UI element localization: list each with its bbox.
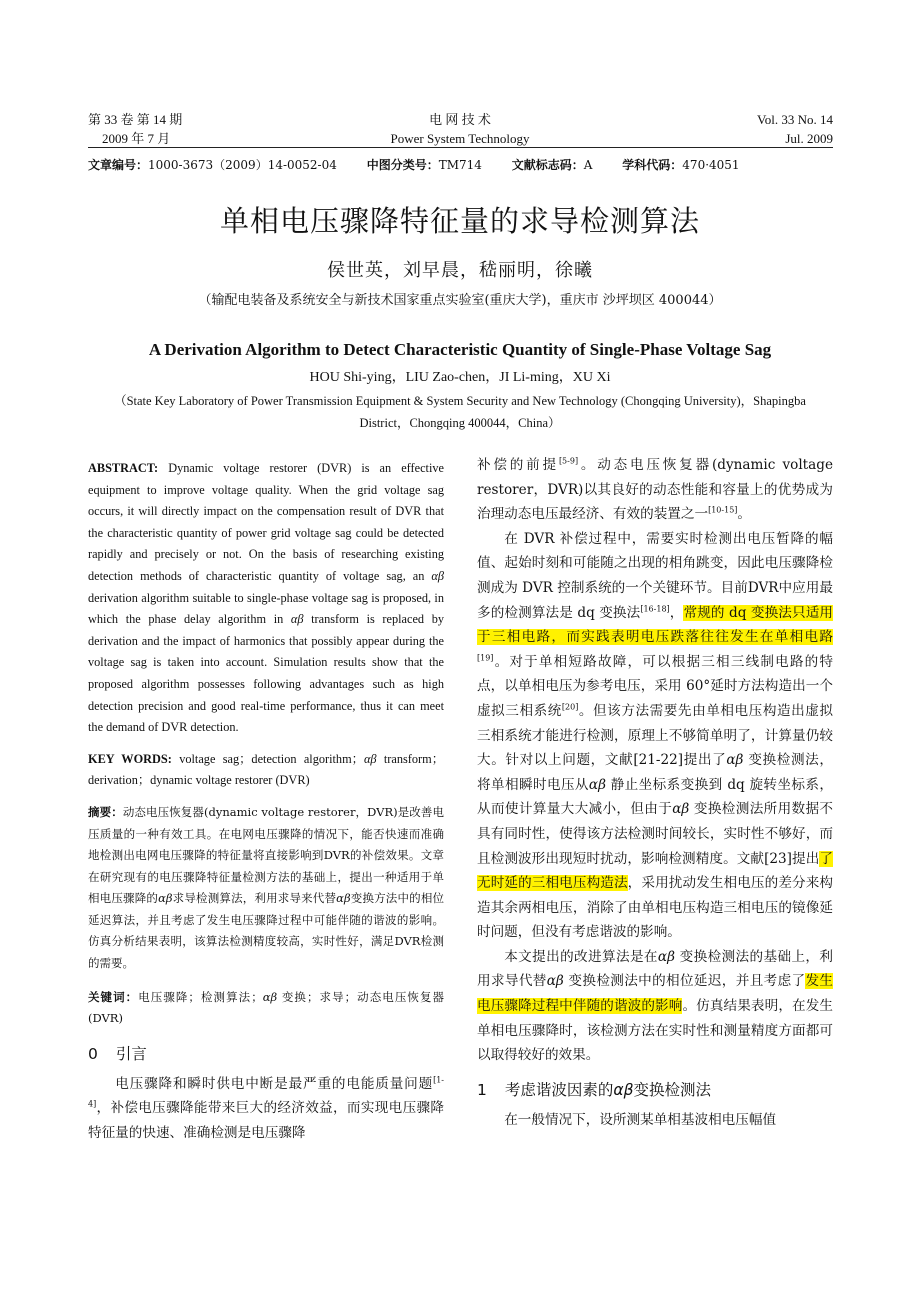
header-left — [88, 110, 182, 148]
authors-cn: 侯世英，刘早晨，嵇丽明，徐曦 — [327, 260, 593, 281]
keywords-cn: 关键词：电压骤降；检测算法；αβ 变换；求导；动态电压恢复器(DVR) — [88, 989, 445, 1026]
highlight-harmonics: 发生电压骤降过程中伴随的谐波的影响 — [477, 973, 834, 1015]
header-center — [330, 110, 590, 148]
intro-paragraph: 电压骤降和瞬时供电中断是最严重的电能质量问题[1-4]，补偿电压骤降能带来巨大的经济效益，而实现电压骤降特征量的快速、准确检测是电压骤降 — [88, 1075, 444, 1142]
section-0-heading: 0 引言 — [88, 1044, 147, 1063]
left-column — [88, 458, 444, 1146]
abstract-en: ABSTRACT: Dynamic voltage restorer (DVR) is an effective equipment to improve voltage quality. When the grid voltage sag occurs, it will directly impact on the compensation result of DVR that the characteristic quantity of power grid voltage sag could be detected rapidly and precisely or not. On the basis of researching existing detection methods of characteristic quantity of voltage sag, an αβ derivation algorithm suitable to single-phase voltage sag is proposed, in which the phase delay algorithm in αβ transform is replaced by derivation and the impact of harmonics that possibly appear during the voltage sag is taken into account. Simulation results show that the proposed algorithm possesses following advantages such as high detection precision and good real-time performance, thus it can meet the demand of DVR detection. — [88, 461, 444, 735]
article-meta — [88, 156, 766, 173]
article-number: 文章编号：1000-3673（2009）14-0052-04 — [88, 158, 337, 172]
document-code: 文献标志码：A — [511, 158, 593, 172]
title-cn: 单相电压骤降特征量的求导检测算法 — [219, 204, 700, 238]
paragraph-4: 在一般情况下，设所测某单相基波相电压幅值 — [504, 1111, 777, 1128]
volume-cn: 第 33 卷 第 14 期 — [88, 112, 183, 127]
subject-code: 学科代码：470·4051 — [622, 158, 740, 172]
keywords-en: KEY WORDS: voltage sag；detection algorithm；αβ transform；derivation；dynamic voltage restorer (DVR) — [88, 751, 444, 788]
affiliation-cn: （输配电装备及系统安全与新技术国家重点实验室(重庆大学)，重庆市 沙坪坝区 400044） — [198, 293, 722, 308]
paragraph-3: 本文提出的改进算法是在αβ 变换检测法的基础上，利用求导代替αβ 变换检测法中的相位延迟，并且考虑了发生电压骤降过程中伴随的谐波的影响。仿真结果表明，在发生单相电压骤降时，该检测方法在实时性和测量精度方面都可以取得较好的效果。 — [477, 948, 834, 1064]
highlight-no-delay: 了无时延的三相电压构造法 — [477, 850, 833, 892]
volume-en: Vol. 33 No. 14 — [757, 112, 833, 127]
paragraph-2: 在 DVR 补偿过程中，需要实时检测出电压暂降的幅值、起始时刻和可能随之出现的相角跳变，因此电压骤降检测成为 DVR 控制系统的一个关键环节。目前DVR中应用最多的检测算法是 dq 变换法[16-18]，常规的 dq 变换法只适用于三相电路，而实践表明电压跌落往往发生在单相电路[19]。对于单相短路故障，可以根据三相三线制电路的特点，以单相电压为参考电压，采用 60°延时方法构造出一个虚拟三相系统[20]。但该方法需要先由单相电压构造出虚拟三相系统才能进行检测，原理上不够简单明了，计算量仍较大。针对以上问题，文献[21-22]提出了αβ 变换检测法，将单相瞬时电压从αβ 静止坐标系变换到 dq 旋转坐标系，从而使计算量大大减小，但由于αβ 变换检测法所用数据不具有同时性，使得该方法检测时间较长，实时性不够好，而且检测波形出现短时扰动，影响检测精度。文献[23]提出了无时延的三相电压构造法，采用扰动发生相电压的差分来构造其余两相电压，消除了由单相电压构造三相电压的镜像延时问题，但没有考虑谐波的影响。 — [477, 530, 834, 941]
journal-en: Power System Technology — [390, 131, 530, 146]
authors-en: HOU Shi-ying，LIU Zao-chen，JI Li-ming，XU Xi — [309, 370, 611, 385]
header-rule — [88, 147, 833, 148]
highlight-single-phase: 常规的 dq 变换法只适用于三相电路，而实践表明电压跌落往往发生在单相电路 — [477, 604, 834, 646]
clc-number: 中图分类号：TM714 — [366, 158, 482, 172]
right-column — [477, 453, 833, 1132]
journal-cn: 电 网 技 术 — [429, 112, 491, 127]
title-en: A Derivation Algorithm to Detect Characteristic Quantity of Single-Phase Voltage Sag — [148, 340, 772, 359]
date-cn: 2009 年 7 月 — [102, 131, 171, 146]
paragraph-1: 补偿的前提[5-9]。动态电压恢复器(dynamic voltage restorer，DVR)以其良好的动态性能和容量上的优势成为治理动态电压最经济、有效的装置之一[10-15]。 — [477, 456, 833, 523]
date-en: Jul. 2009 — [785, 131, 833, 146]
header-right — [757, 110, 833, 148]
affiliation-en: （State Key Laboratory of Power Transmission Equipment & System Security and New Technology (Chongqing University)，Shapingba District，Chongqing 400044，China） — [114, 394, 806, 430]
abstract-cn: 摘要：动态电压恢复器(dynamic voltage restorer，DVR)是改善电压质量的一种有效工具。在电网电压骤降的情况下，能否快速而准确地检测出电网电压骤降的特征量将直接影响到DVR的补偿效果。文章在研究现有的电压骤降特征量检测方法的基础上，提出一种适用于单相电压骤降的αβ求导检测算法，利用求导来代替αβ变换方法中的相位延迟算法，并且考虑了发生电压骤降过程中可能伴随的谐波的影响。仿真分析结果表明，该算法检测精度较高，实时性好，满足DVR检测的需要。 — [88, 804, 445, 971]
section-1-heading: 1 考虑谐波因素的αβ变换检测法 — [477, 1080, 712, 1099]
